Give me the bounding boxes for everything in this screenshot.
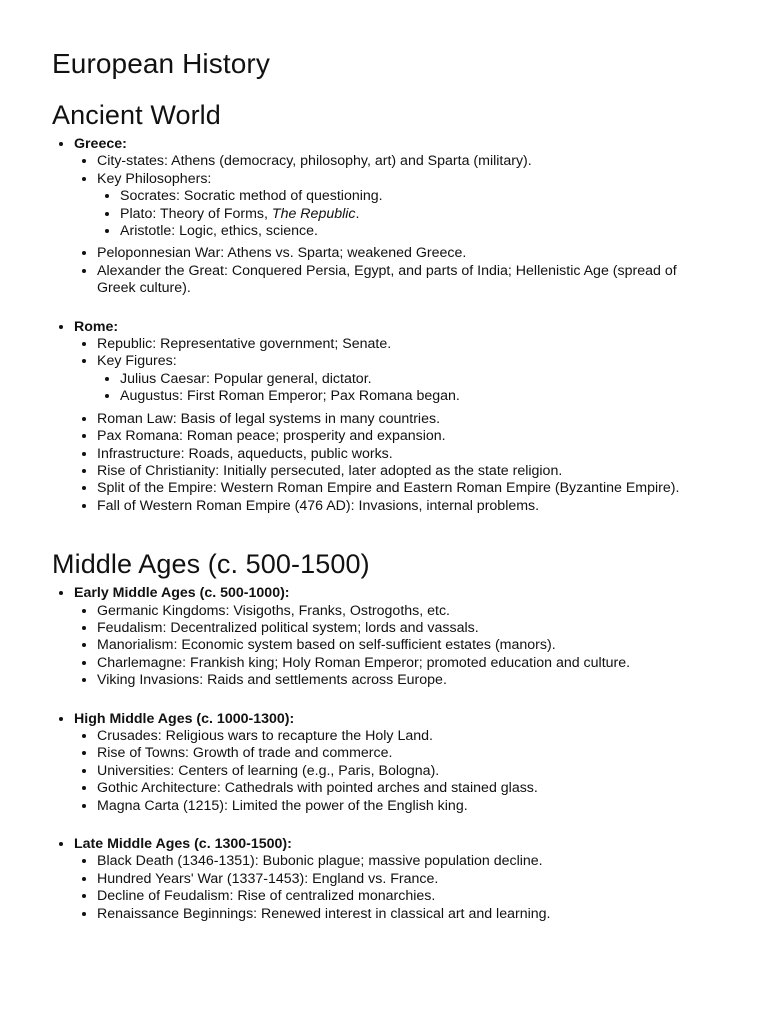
list-item: • City-states: Athens (democracy, philosophy, art) and Sparta (military). xyxy=(97,153,716,170)
list-item: • Viking Invasions: Raids and settlements across Europe. xyxy=(97,672,716,689)
list-item: • Charlemagne: Frankish king; Holy Roman Emperor; promoted education and culture. xyxy=(97,655,716,672)
greece-sublist xyxy=(74,153,716,297)
list-item: • Peloponnesian War: Athens vs. Sparta; weakened Greece. xyxy=(97,245,716,262)
list-item: • Pax Romana: Roman peace; prosperity and expansion. xyxy=(97,428,716,445)
middle-ages-list xyxy=(52,585,716,923)
early-middle-ages-label: Early Middle Ages (c. 500-1000): xyxy=(74,585,290,602)
list-item-high-middle-ages xyxy=(74,711,716,815)
rome-sublist xyxy=(74,336,716,515)
list-item-early-middle-ages xyxy=(74,585,716,689)
list-item-key-figures xyxy=(97,353,716,405)
rome-label: Rome: xyxy=(74,318,119,335)
figures-sublist xyxy=(97,371,716,406)
list-item-plato xyxy=(120,206,716,223)
ancient-world-list xyxy=(52,136,716,515)
high-middle-ages-label: High Middle Ages (c. 1000-1300): xyxy=(74,710,295,727)
list-item: • Black Death (1346-1351): Bubonic plague; massive population decline. xyxy=(97,853,716,870)
list-item: • Hundred Years' War (1337-1453): England vs. France. xyxy=(97,871,716,888)
list-item: • Gothic Architecture: Cathedrals with pointed arches and stained glass. xyxy=(97,780,716,797)
list-item: • Socrates: Socratic method of questioning. xyxy=(120,188,716,205)
list-item: • Universities: Centers of learning (e.g., Paris, Bologna). xyxy=(97,763,716,780)
list-item: • Fall of Western Roman Empire (476 AD): Invasions, internal problems. xyxy=(97,498,716,515)
section-heading-ancient-world: Ancient World xyxy=(52,100,221,130)
greece-label: Greece: xyxy=(74,136,127,152)
list-item-late-middle-ages xyxy=(74,836,716,923)
list-item: • Infrastructure: Roads, aqueducts, public works. xyxy=(97,446,716,463)
list-item: • Republic: Representative government; Senate. xyxy=(97,336,716,353)
list-item: • Germanic Kingdoms: Visigoths, Franks, Ostrogoths, etc. xyxy=(97,603,716,620)
document-title: European History xyxy=(52,48,270,79)
section-heading-middle-ages: Middle Ages (c. 500-1500) xyxy=(52,549,370,580)
list-item: • Aristotle: Logic, ethics, science. xyxy=(120,223,716,240)
list-item: • Augustus: First Roman Emperor; Pax Romana began. xyxy=(120,388,716,405)
list-item: • Crusades: Religious wars to recapture the Holy Land. xyxy=(97,728,716,745)
list-item: • Feudalism: Decentralized political system; lords and vassals. xyxy=(97,620,716,637)
list-item: • Magna Carta (1215): Limited the power of the English king. xyxy=(97,798,716,815)
list-item: • Alexander the Great: Conquered Persia, Egypt, and parts of India; Hellenistic Age (spread of Greek culture). xyxy=(97,263,716,298)
late-middle-ages-label: Late Middle Ages (c. 1300-1500): xyxy=(74,836,292,852)
early-middle-ages-sublist xyxy=(74,603,716,690)
list-item-greece xyxy=(74,136,716,298)
plato-suffix: . xyxy=(355,205,360,222)
plato-text: Plato: Theory of Forms, xyxy=(120,205,272,222)
list-item: • Renaissance Beginnings: Renewed interest in classical art and learning. xyxy=(97,906,716,923)
high-middle-ages-sublist xyxy=(74,728,716,815)
key-figures-label: Key Figures: xyxy=(97,353,177,370)
key-philosophers-label: Key Philosophers: xyxy=(97,170,212,187)
list-item-rome xyxy=(74,319,716,515)
list-item: • Decline of Feudalism: Rise of centralized monarchies. xyxy=(97,888,716,905)
list-item: • Split of the Empire: Western Roman Empire and Eastern Roman Empire (Byzantine Empire). xyxy=(97,480,716,497)
list-item: • Rise of Towns: Growth of trade and commerce. xyxy=(97,745,716,762)
philosophers-sublist xyxy=(97,188,716,240)
list-item-key-philosophers xyxy=(97,171,716,241)
list-item: • Julius Caesar: Popular general, dictator. xyxy=(120,371,716,388)
list-item: • Manorialism: Economic system based on self-sufficient estates (manors). xyxy=(97,637,716,654)
list-item: • Rise of Christianity: Initially persecuted, later adopted as the state religion. xyxy=(97,463,716,480)
late-middle-ages-sublist xyxy=(74,853,716,923)
plato-work-title: The Republic xyxy=(271,205,356,222)
list-item: • Roman Law: Basis of legal systems in many countries. xyxy=(97,411,716,428)
